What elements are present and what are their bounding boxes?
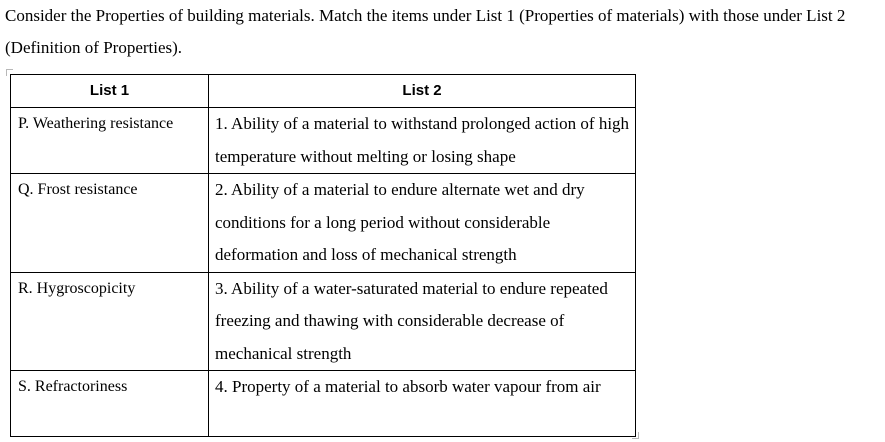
- definition-cell: 1. Ability of a material to withstand prolonged action of high temperature without melting or losing shape: [209, 108, 636, 174]
- property-cell: Q. Frost resistance: [11, 174, 209, 273]
- table-row: [11, 108, 636, 174]
- question-text: Consider the Properties of building materials. Match the items under List 1 (Properties of materials) with those under List 2 (Definition of Properties).: [5, 6, 846, 57]
- table-row: [11, 371, 636, 437]
- table-row: [11, 272, 636, 371]
- property-cell: P. Weathering resistance: [11, 108, 209, 174]
- table-header-row: [11, 75, 636, 108]
- definition-cell: 2. Ability of a material to endure alternate wet and dry conditions for a long period without considerable deformation and loss of mechanical strength: [209, 174, 636, 273]
- property-cell: S. Refractoriness: [11, 371, 209, 437]
- definition-cell: 3. Ability of a water-saturated material to endure repeated freezing and thawing with considerable decrease of mechanical strength: [209, 272, 636, 371]
- list-2-header: List 2: [209, 75, 636, 108]
- table-row: [11, 174, 636, 273]
- definition-cell: 4. Property of a material to absorb water vapour from air: [209, 371, 636, 437]
- list-1-header: List 1: [11, 75, 209, 108]
- match-table: [10, 74, 636, 437]
- property-cell: R. Hygroscopicity: [11, 272, 209, 371]
- table-corner-marker: [632, 432, 639, 439]
